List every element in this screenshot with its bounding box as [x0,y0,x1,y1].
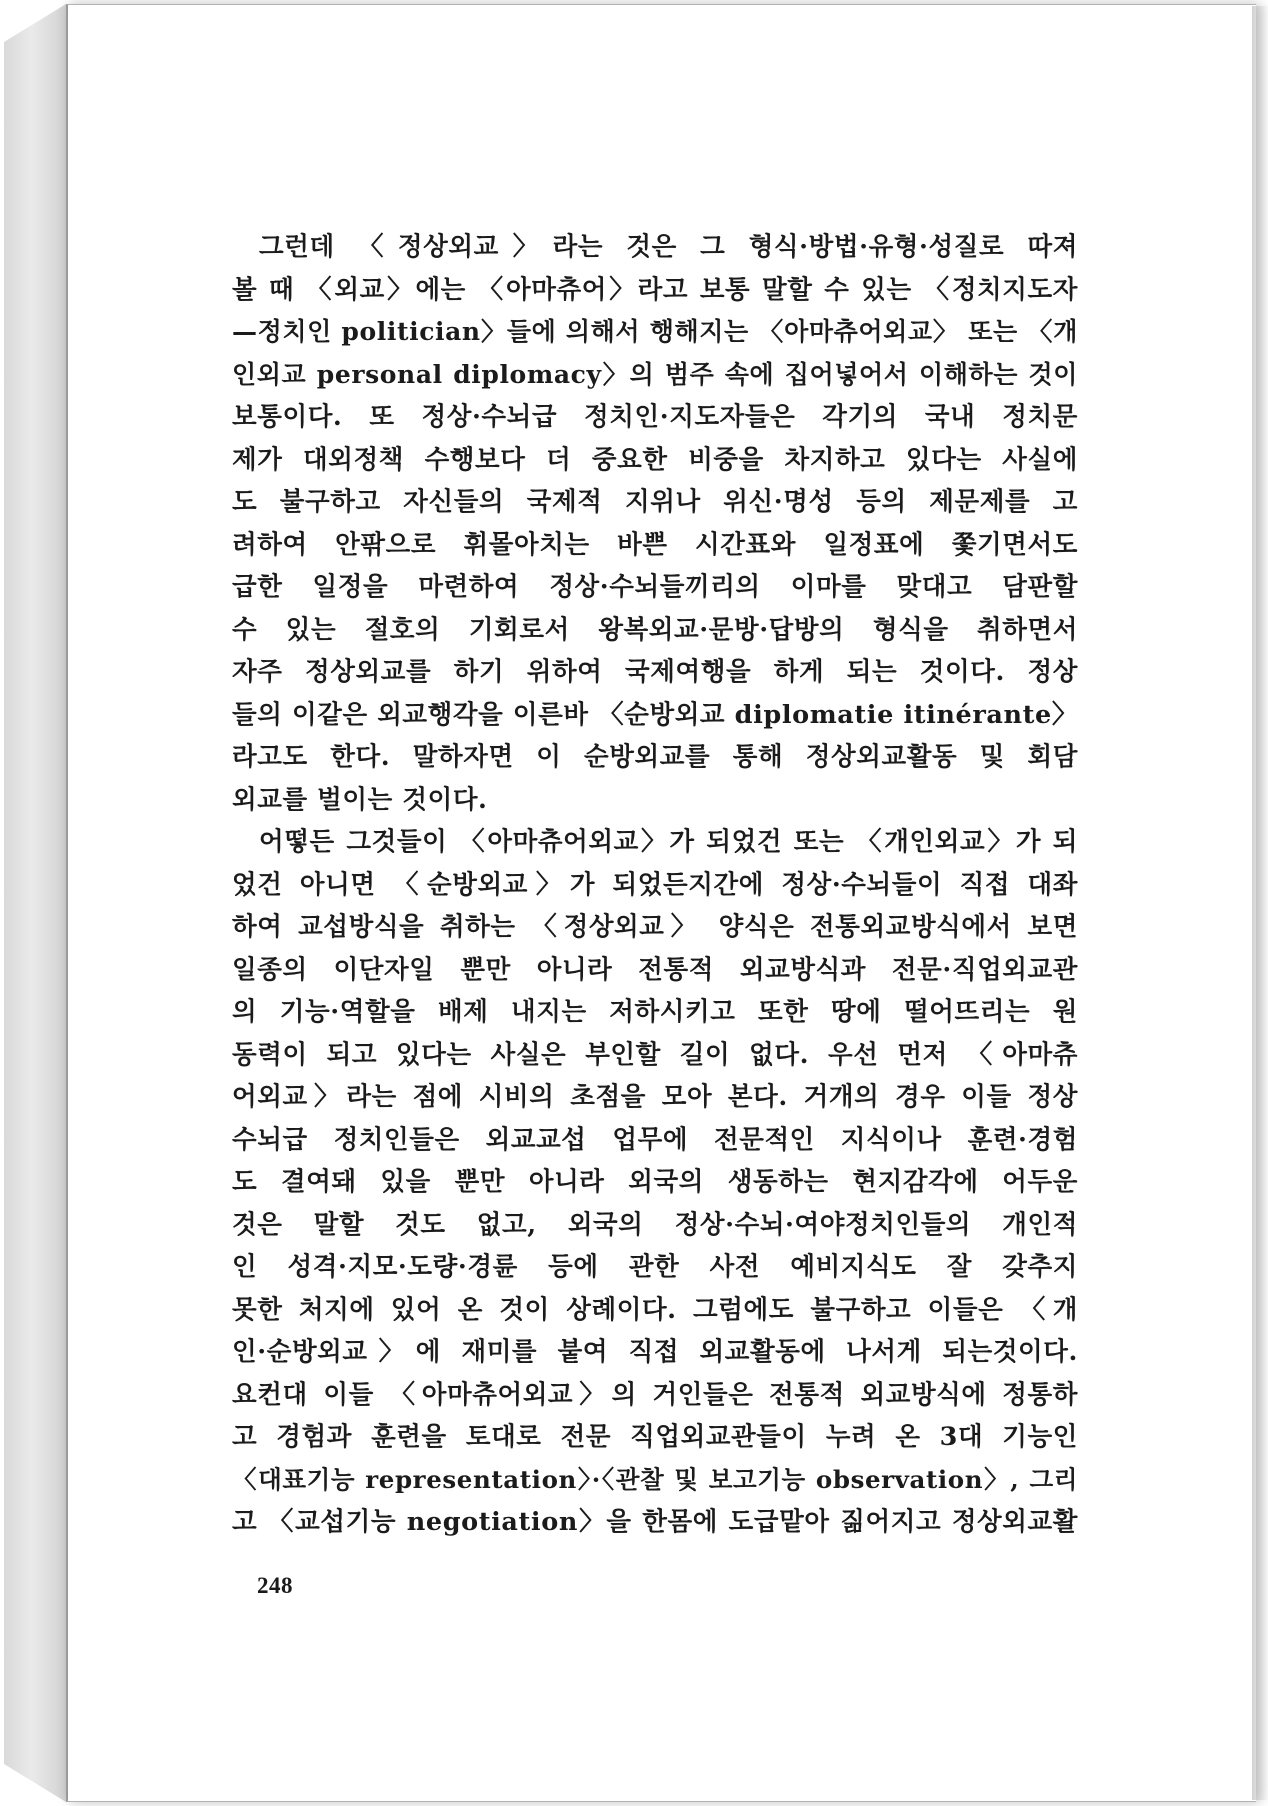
text-line: 〈대표기능 representation〉·〈관찰 및 보고기능 observation〉, 그리 [232,1464,1078,1494]
text-line: 일종의 이단자일 뿐만 아니라 전통적 외교방식과 전문·직업외교관 [232,954,1078,985]
text-line: 자주 정상외교를 하기 위하여 국제여행을 하게 되는 것이다. 정상 [232,657,1078,687]
text-line: 려하여 안팎으로 휘몰아치는 바쁜 시간표와 일정표에 쫓기면서도 [232,529,1078,560]
text-line: 도 결여돼 있을 뿐만 아니라 외국의 생동하는 현지감각에 어두운 [232,1167,1078,1197]
text-line: 것은 말할 것도 없고, 외국의 정상·수뇌·여야정치인들의 개인적 [232,1209,1078,1240]
text-line: 고 경험과 훈련을 토대로 전문 직업외교관들이 누려 온 3대 기능인 [232,1422,1078,1452]
text-line: 어떻든 그것들이 〈아마츄어외교〉가 되었건 또는 〈개인외교〉가 되 [259,827,1078,857]
text-line: 수 있는 절호의 기회로서 왕복외교·문방·답방의 형식을 취하면서 [232,614,1078,645]
text-line: 라고도 한다. 말하자면 이 순방외교를 통해 정상외교활동 및 회담 [232,742,1078,772]
text-line: 요컨대 이들 〈아마츄어외교〉의 거인들은 전통적 외교방식에 정통하 [232,1379,1078,1410]
book-page-edge [1252,6,1268,1800]
text-line: 수뇌급 정치인들은 외교교섭 업무에 전문적인 지식이나 훈련·경험 [232,1124,1078,1155]
text-line: 동력이 되고 있다는 사실은 부인할 길이 없다. 우선 먼저 〈아마츄 [232,1039,1078,1070]
text-line: 급한 일정을 마련하여 정상·수뇌들끼리의 이마를 맞대고 담판할 [232,572,1078,602]
body-text [232,226,1078,1544]
text-line: 제가 대외정책 수행보다 더 중요한 비중을 차지하고 있다는 사실에 [232,444,1078,475]
text-line: 못한 처지에 있어 온 것이 상례이다. 그럼에도 불구하고 이들은 〈개 [232,1294,1078,1325]
text-line: 인 성격·지모·도량·경륜 등에 관한 사전 예비지식도 잘 갖추지 [232,1252,1078,1282]
text-line: 었건 아니면 〈순방외교〉가 되었든지간에 정상·수뇌들이 직접 대좌 [232,869,1078,900]
text-line: 들의 이같은 외교행각을 이른바 〈순방외교 diplomatie itinérante〉 [232,699,1078,730]
text-line: 볼 때 〈외교〉에는 〈아마츄어〉라고 보통 말할 수 있는 〈정치지도자 [232,274,1078,305]
text-line: —정치인 politician〉들에 의해서 행해지는 〈아마츄어외교〉 또는 〈개 [232,317,1078,346]
text-line: 그런데 〈정상외교〉라는 것은 그 형식·방법·유형·성질로 따져 [259,232,1078,262]
text-line: 고 〈교섭기능 negotiation〉을 한몸에 도급맡아 짊어지고 정상외교활 [232,1507,1078,1537]
text-line: 도 불구하고 자신들의 국제적 지위나 위신·명성 등의 제문제를 고 [232,487,1078,517]
text-line: 의 기능·역할을 배제 내지는 저하시키고 또한 땅에 떨어뜨리는 원 [232,997,1078,1027]
text-line: 보통이다. 또 정상·수뇌급 정치인·지도자들은 각기의 국내 정치문 [232,402,1078,432]
book-spine [4,4,66,1802]
text-line: 외교를 벌이는 것이다. [232,784,488,815]
page-number: 248 [257,1573,293,1598]
text-line: 인외교 personal diplomacy〉의 범주 속에 집어넣어서 이해하는 것이 [232,359,1078,389]
text-line: 인·순방외교〉에 재미를 붙여 직접 외교활동에 나서게 되는것이다. [232,1337,1078,1367]
text-line: 어외교〉라는 점에 시비의 초점을 모아 본다. 거개의 경우 이들 정상 [232,1082,1078,1112]
text-line: 하여 교섭방식을 취하는 〈정상외교〉 양식은 전통외교방식에서 보면 [232,912,1078,942]
